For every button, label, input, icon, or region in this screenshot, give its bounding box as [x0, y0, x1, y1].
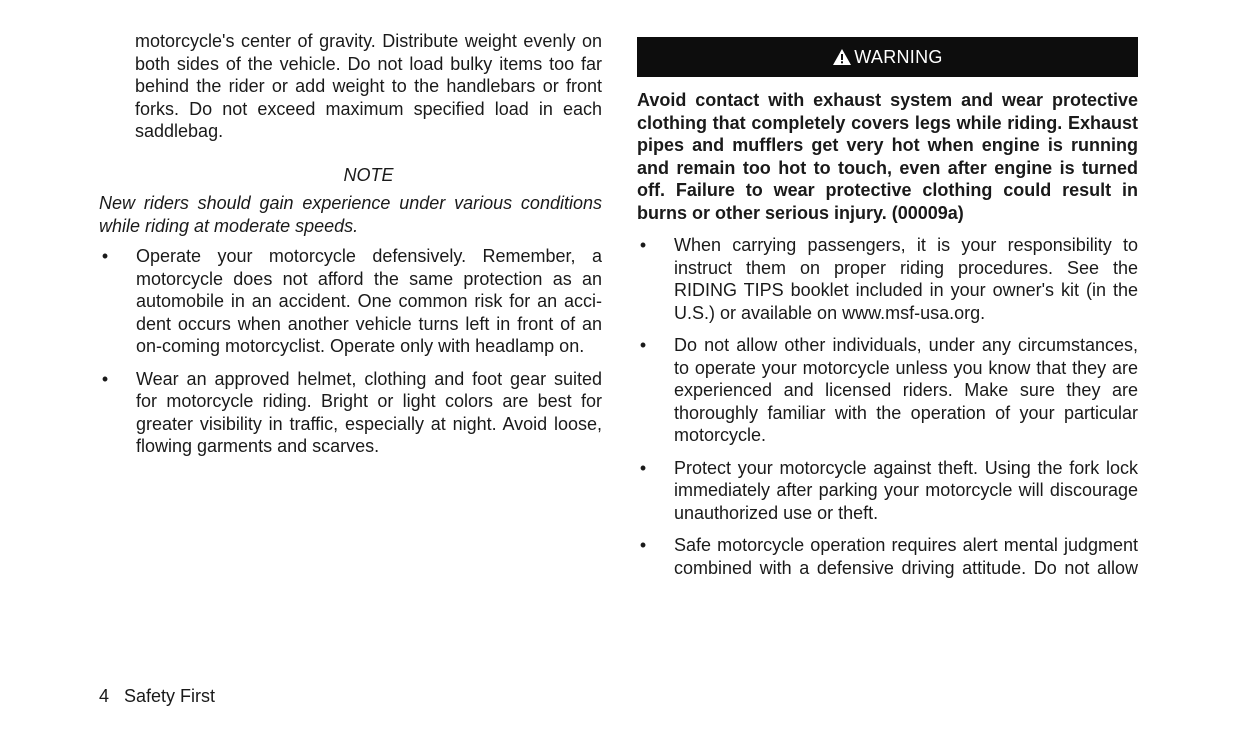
- bullet-icon: •: [639, 235, 647, 255]
- section-title: Safety First: [124, 686, 216, 706]
- warning-banner: [637, 37, 1138, 77]
- bullet-icon: •: [639, 457, 647, 478]
- warning-text: Avoid contact with exhaust system and wear protective clothing that completely covers legs while riding. Exhaust pipes and mufflers get very hot when engine is running and remain too hot to touch, even after engine is turned off. Failure to wear protective clothing could result in burns or other serious injury. (00009a): [637, 90, 1138, 223]
- list-item-text: Do not allow other individuals, under any circumstances, to operate your motorcycle unless you know that they are experienced and licensed riders. Make sure they are thoroughly familiar with the operation of your particular motorcycle.: [674, 335, 1138, 445]
- continued-paragraph: motorcycle's center of gravity. Distribute weight evenly on both sides of the vehicle. Do not load bulky items too far behind the rider or add weight to the handlebars or front forks. Do not exceed maximum specified load in each saddlebag.: [135, 31, 602, 141]
- warning-triangle-icon: [832, 48, 852, 66]
- page-number: 4: [99, 686, 110, 706]
- page-footer: [99, 685, 215, 707]
- note-text: New riders should gain experience under various conditions while riding at moderate speeds.: [99, 193, 602, 236]
- list-item-text: Operate your motorcycle defensively. Remember, a motorcycle does not afford the same protection as an automobile in an accident. One common risk for an acci- dent occurs when another vehicle turns left in front of an on-coming motorcyclist. Operate only with headlamp on.: [136, 246, 602, 356]
- list-item: [637, 534, 1138, 579]
- list-item: [637, 457, 1138, 525]
- list-item-text: When carrying passengers, it is your responsibility to instruct them on proper riding procedures. See the RIDING TIPS booklet included in your owner's kit (in the U.S.) or available on www.msf-usa.org.: [674, 235, 1138, 323]
- list-item-text: Safe motorcycle operation requires alert mental judgment combined with a defensive driving attitude. Do not allow: [674, 535, 1138, 578]
- bullet-icon: •: [101, 368, 109, 389]
- left-column: [99, 30, 602, 468]
- bullet-icon: •: [101, 246, 109, 266]
- list-item: [99, 368, 602, 458]
- list-item-text: Wear an approved helmet, clothing and foot gear suited for motorcycle riding. Bright or light colors are best for greater visibility in traffic, especially at night. Avoid loose, flowing garments and scarves.: [136, 368, 602, 456]
- warning-title: WARNING: [854, 46, 943, 67]
- list-item: [637, 334, 1138, 447]
- list-item-text: Protect your motorcycle against theft. Using the fork lock immediately after parking your motorcycle will discourage unauthorized use or theft.: [674, 457, 1138, 523]
- right-bullet-list: [637, 234, 1138, 579]
- right-column: [637, 30, 1138, 589]
- note-heading: NOTE: [343, 164, 394, 185]
- left-bullet-list: [99, 245, 602, 458]
- bullet-icon: •: [639, 335, 647, 355]
- bullet-icon: •: [639, 535, 647, 555]
- list-item: [99, 245, 602, 358]
- list-item: [637, 234, 1138, 324]
